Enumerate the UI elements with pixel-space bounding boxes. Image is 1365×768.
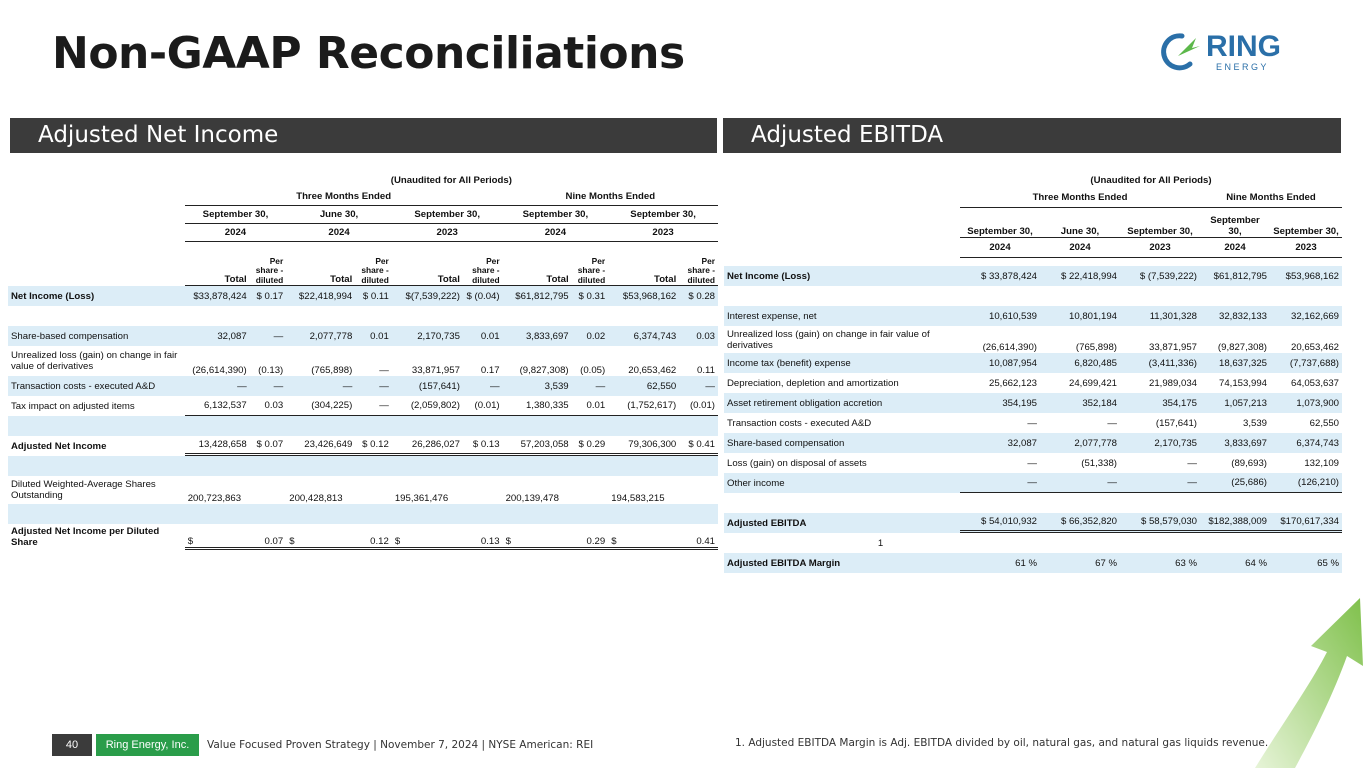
total-column-header: Total — [608, 242, 679, 286]
table-cell: 0.03 — [250, 396, 287, 416]
adjusted-net-income-table — [8, 172, 718, 550]
row-label: Other income — [724, 473, 960, 493]
table-cell: — — [679, 376, 718, 396]
table-row — [724, 553, 1342, 573]
page-title: Non-GAAP Reconciliations — [52, 28, 685, 79]
table-cell: — — [355, 376, 392, 396]
year-header: 2024 — [1040, 238, 1120, 258]
row-label: Income tax (benefit) expense — [724, 353, 960, 373]
table-cell: $53,968,162 — [608, 286, 679, 306]
table-cell: (304,225) — [286, 396, 355, 416]
table-cell: 2,170,735 — [1120, 433, 1200, 453]
nine-months-header: Nine Months Ended — [1200, 188, 1342, 208]
table-cell: $22,418,994 — [286, 286, 355, 306]
table-cell: $182,388,009 — [1200, 513, 1270, 533]
date-header: September 30, — [1270, 208, 1342, 238]
year-header: 2023 — [1270, 238, 1342, 258]
table-cell: 63 % — [1120, 553, 1200, 573]
table-cell: — — [1120, 473, 1200, 493]
table-cell: $ 0.13 — [463, 436, 503, 456]
table-cell: 61 % — [960, 553, 1040, 573]
table-cell: (0.01) — [679, 396, 718, 416]
date-header: September 30, — [1120, 208, 1200, 238]
table-cell: $ 22,418,994 — [1040, 266, 1120, 286]
ring-energy-logo — [1152, 26, 1322, 76]
three-months-header: Three Months Ended — [960, 188, 1200, 208]
table-cell: $ 0.17 — [250, 286, 287, 306]
page-number: 40 — [52, 734, 92, 756]
table-row — [724, 326, 1342, 353]
table-cell: 21,989,034 — [1148, 377, 1197, 389]
date-header: June 30, — [286, 206, 392, 224]
table-row — [8, 436, 718, 456]
table-cell: 0.01 — [355, 326, 392, 346]
table-cell: 33,871,957 — [1148, 342, 1197, 353]
table-cell: 3,539 — [1242, 417, 1267, 429]
per-share-column-header: Per share - diluted — [463, 242, 503, 286]
currency-symbol: $ — [503, 524, 572, 550]
year-header: 2024 — [1200, 238, 1270, 258]
year-header: 2023 — [1120, 238, 1200, 258]
adjusted-ebitda-section-title: Adjusted EBITDA — [723, 118, 1341, 153]
table-cell: 0.29 — [572, 524, 609, 550]
table-cell: (7,737,688) — [1270, 353, 1342, 373]
currency-symbol: $ — [185, 524, 250, 550]
table-row — [724, 373, 1342, 393]
nine-months-header: Nine Months Ended — [503, 188, 718, 206]
table-cell: $ 0.29 — [572, 436, 609, 456]
table-cell: 0.12 — [355, 524, 392, 550]
table-cell: $53,968,162 — [1270, 266, 1342, 286]
table-cell: 11,301,328 — [1120, 306, 1200, 326]
date-header: September 30, — [1200, 208, 1270, 238]
date-header: September 30, — [185, 206, 287, 224]
table-cell: 64 % — [1200, 553, 1270, 573]
table-cell: — — [1027, 457, 1037, 469]
total-column-header: Total — [286, 242, 355, 286]
table-cell: — — [250, 326, 287, 346]
currency-symbol: $ — [608, 524, 679, 550]
table-cell: (3,411,336) — [1120, 353, 1200, 373]
currency-symbol: $ — [286, 524, 355, 550]
table-cell: 0.03 — [679, 326, 718, 346]
table-cell: 26,286,027 — [392, 436, 463, 456]
table-cell: 6,374,743 — [1270, 433, 1342, 453]
row-label: Net Income (Loss) — [8, 286, 185, 306]
table-cell: — — [1187, 457, 1197, 469]
table-cell: 0.11 — [697, 365, 715, 376]
table-cell: (26,614,390) — [982, 342, 1037, 353]
table-cell: 74,153,994 — [1218, 377, 1267, 389]
table-cell: $ 33,878,424 — [960, 266, 1040, 286]
table-cell: 25,662,123 — [988, 377, 1037, 389]
table-cell: 62,550 — [1309, 417, 1339, 429]
table-cell: — — [1040, 473, 1120, 493]
table-cell: (157,641) — [392, 376, 463, 396]
row-label: Unrealized loss (gain) on change in fair value of derivatives — [11, 350, 178, 372]
row-label: Depreciation, depletion and amortization — [727, 377, 899, 389]
table-cell: 354,175 — [1120, 393, 1200, 413]
table-cell: — — [185, 376, 250, 396]
table-cell: 195,361,476 — [394, 493, 449, 504]
table-row — [724, 353, 1342, 373]
table-cell: $ 0.41 — [679, 436, 718, 456]
table-cell: $ 0.12 — [355, 436, 392, 456]
table-row — [8, 396, 718, 416]
logo-subtext: E N E R G Y — [1216, 62, 1267, 72]
table-row — [724, 266, 1342, 286]
row-label: Interest expense, net — [724, 306, 960, 326]
table-cell: $ 0.28 — [679, 286, 718, 306]
table-row — [8, 286, 718, 306]
table-cell: (26,614,390) — [192, 365, 247, 376]
table-cell: 1,057,213 — [1200, 393, 1270, 413]
table-cell: (765,898) — [311, 365, 353, 376]
table-row — [724, 413, 1342, 433]
table-cell: 32,162,669 — [1270, 306, 1342, 326]
table-cell: 79,306,300 — [608, 436, 679, 456]
table-cell: $ 58,579,030 — [1120, 513, 1200, 533]
per-share-column-header: Per share - diluted — [679, 242, 718, 286]
table-cell: 200,723,863 — [187, 493, 242, 504]
table-cell: — — [572, 376, 609, 396]
row-label: Transaction costs - executed A&D — [8, 376, 185, 396]
table-row — [724, 393, 1342, 413]
table-cell: 352,184 — [1040, 393, 1120, 413]
table-cell: 2,077,778 — [286, 326, 355, 346]
table-cell: 2,170,735 — [392, 326, 463, 346]
table-cell: (765,898) — [1075, 342, 1117, 353]
table-row — [724, 473, 1342, 493]
table-cell: (0.13) — [258, 365, 284, 376]
table-row — [8, 376, 718, 396]
date-header: June 30, — [1040, 208, 1120, 238]
table-cell: — — [1107, 417, 1117, 429]
table-cell: 0.01 — [572, 396, 609, 416]
logo-text: RING — [1206, 30, 1281, 63]
table-cell: — — [1027, 417, 1037, 429]
row-label: Share-based compensation — [8, 326, 185, 346]
table-cell: (51,338) — [1081, 457, 1117, 469]
row-label: Share-based compensation — [724, 433, 960, 453]
row-label: Adjusted EBITDA — [724, 513, 960, 533]
table-cell: 0.17 — [480, 365, 500, 376]
table-cell: 6,132,537 — [185, 396, 250, 416]
company-badge: Ring Energy, Inc. — [96, 734, 199, 756]
table-row — [724, 453, 1342, 473]
table-cell: $ 66,352,820 — [1040, 513, 1120, 533]
row-label: Adjusted Net Income per Diluted Share — [11, 526, 160, 548]
table-cell: — — [286, 376, 355, 396]
date-header: September 30, — [608, 206, 718, 224]
year-header: 2023 — [392, 224, 503, 242]
per-share-column-header: Per share - diluted — [572, 242, 609, 286]
table-cell: 32,832,133 — [1200, 306, 1270, 326]
table-cell: (25,686) — [1200, 473, 1270, 493]
per-share-column-header: Per share - diluted — [355, 242, 392, 286]
table-cell: 1,380,335 — [503, 396, 572, 416]
row-label: Unrealized loss (gain) on change in fair value of derivatives — [727, 328, 930, 351]
table-cell: 57,203,058 — [503, 436, 572, 456]
table-cell: 33,871,957 — [411, 365, 460, 376]
table-cell: 6,820,485 — [1040, 353, 1120, 373]
table-cell: $61,812,795 — [1200, 266, 1270, 286]
table-cell: (126,210) — [1270, 473, 1342, 493]
table-cell: 354,195 — [960, 393, 1040, 413]
table-cell: 32,087 — [185, 326, 250, 346]
total-column-header: Total — [185, 242, 250, 286]
table-row — [724, 513, 1342, 533]
table-cell: 0.01 — [463, 326, 503, 346]
year-header: 2024 — [286, 224, 392, 242]
year-header: 2023 — [608, 224, 718, 242]
table-cell: (9,827,308) — [1217, 342, 1267, 353]
table-row — [8, 476, 718, 504]
table-cell: 10,087,954 — [960, 353, 1040, 373]
unaudited-note: (Unaudited for All Periods) — [390, 174, 512, 186]
table-cell: 20,653,462 — [1290, 342, 1339, 353]
row-label: Adjusted Net Income — [11, 440, 107, 452]
table-cell: — — [379, 365, 389, 376]
table-row — [8, 346, 718, 376]
table-cell: 0.13 — [463, 524, 503, 550]
table-cell: $ (7,539,222) — [1120, 266, 1200, 286]
table-cell: $ 0.11 — [355, 286, 392, 306]
table-cell: 194,583,215 — [611, 493, 665, 504]
table-cell: $ (0.04) — [463, 286, 503, 306]
row-label: Loss (gain) on disposal of assets — [727, 457, 867, 469]
row-label: Diluted Weighted-Average Shares Outstanding — [11, 479, 156, 501]
year-header: 2024 — [503, 224, 609, 242]
table-row — [724, 433, 1342, 453]
table-cell: 23,426,649 — [286, 436, 355, 456]
total-column-header: Total — [392, 242, 463, 286]
table-cell: 24,699,421 — [1068, 377, 1117, 389]
table-cell: 3,833,697 — [1200, 433, 1270, 453]
currency-symbol: $ — [392, 524, 463, 550]
row-label: Transaction costs - executed A&D — [727, 417, 872, 429]
table-cell: 132,109 — [1304, 457, 1339, 469]
adjusted-ebitda-table — [724, 172, 1342, 573]
table-cell: 67 % — [1040, 553, 1120, 573]
table-cell: (1,752,617) — [608, 396, 679, 416]
table-cell: $ 0.31 — [572, 286, 609, 306]
table-cell: 10,801,194 — [1040, 306, 1120, 326]
table-cell: 1,073,900 — [1270, 393, 1342, 413]
per-share-column-header: Per share - diluted — [250, 242, 287, 286]
table-cell: 32,087 — [960, 433, 1040, 453]
table-cell: — — [463, 376, 503, 396]
table-cell: $61,812,795 — [503, 286, 572, 306]
row-label: Adjusted EBITDA Margin — [724, 553, 960, 573]
table-cell: $ 54,010,932 — [960, 513, 1040, 533]
row-label: Tax impact on adjusted items — [11, 400, 135, 412]
footnote-marker: 1 — [877, 537, 884, 549]
footer-tagline: Value Focused Proven Strategy | November 7, 2024 | NYSE American: REI — [207, 739, 594, 751]
table-cell: 200,139,478 — [505, 493, 559, 504]
adjusted-net-income-section-title: Adjusted Net Income — [10, 118, 717, 153]
table-cell: — — [250, 376, 287, 396]
table-cell: 0.02 — [572, 326, 609, 346]
date-header: September 30, — [392, 206, 503, 224]
table-cell: 65 % — [1270, 553, 1342, 573]
table-row — [8, 524, 718, 550]
table-cell: 3,833,697 — [503, 326, 572, 346]
date-header: September 30, — [503, 206, 609, 224]
table-cell: 2,077,778 — [1040, 433, 1120, 453]
total-column-header: Total — [503, 242, 572, 286]
footnote: 1. Adjusted EBITDA Margin is Adj. EBITDA divided by oil, natural gas, and natural gas liquids revenue. — [735, 737, 1269, 749]
table-cell: (0.01) — [463, 396, 503, 416]
table-row — [724, 306, 1342, 326]
table-cell: (2,059,802) — [392, 396, 463, 416]
table-cell: 18,637,325 — [1200, 353, 1270, 373]
table-cell: 3,539 — [503, 376, 572, 396]
table-cell: $33,878,424 — [185, 286, 250, 306]
table-cell: 62,550 — [608, 376, 679, 396]
table-cell: 64,053,637 — [1290, 377, 1339, 389]
table-cell: $ 0.07 — [250, 436, 287, 456]
table-cell: (0.05) — [580, 365, 606, 376]
three-months-header: Three Months Ended — [185, 188, 503, 206]
table-cell: (9,827,308) — [519, 365, 569, 376]
table-row — [8, 326, 718, 346]
year-header: 2024 — [960, 238, 1040, 258]
table-cell: $(7,539,222) — [392, 286, 463, 306]
table-cell: $170,617,334 — [1270, 513, 1342, 533]
row-label: Asset retirement obligation accretion — [724, 393, 960, 413]
year-header: 2024 — [185, 224, 287, 242]
table-cell: 6,374,743 — [608, 326, 679, 346]
unaudited-note: (Unaudited for All Periods) — [1090, 174, 1212, 186]
row-label: Net Income (Loss) — [724, 266, 960, 286]
date-header: September 30, — [960, 208, 1040, 238]
table-cell: 10,610,539 — [960, 306, 1040, 326]
table-cell: — — [355, 396, 392, 416]
table-cell: 200,428,813 — [289, 493, 343, 504]
table-cell: 13,428,658 — [185, 436, 250, 456]
table-cell: (157,641) — [1155, 417, 1197, 429]
table-cell: — — [960, 473, 1040, 493]
table-cell: 20,653,462 — [628, 365, 677, 376]
table-cell: (89,693) — [1231, 457, 1267, 469]
table-cell: 0.07 — [250, 524, 287, 550]
table-cell: 0.41 — [679, 524, 718, 550]
